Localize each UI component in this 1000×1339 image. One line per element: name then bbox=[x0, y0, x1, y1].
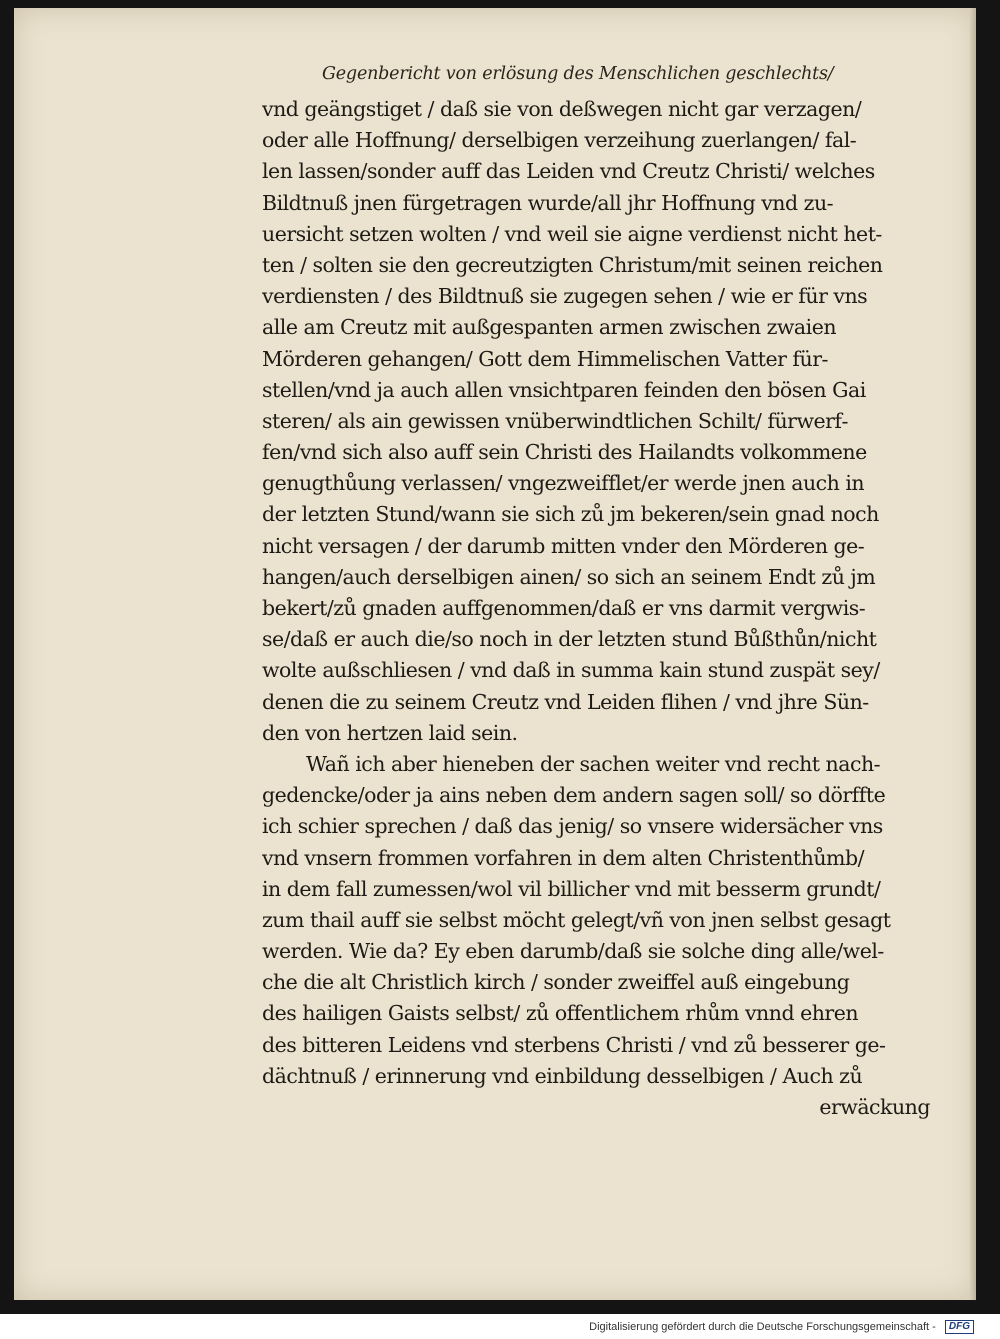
text-line: zum thail auff sie selbst möcht gelegt/vñ von jnen selbst gesagt bbox=[262, 907, 891, 932]
text-line: dächtnuß / erinnerung vnd einbildung desselbigen / Auch zů bbox=[262, 1063, 863, 1088]
text-line: che die alt Christlich kirch / sonder zweiffel auß eingebung bbox=[262, 970, 850, 995]
text-line: Mörderen gehangen/ Gott dem Himmelischen Vatter für‑ bbox=[262, 346, 828, 371]
text-line: ich schier sprechen / daß das jenig/ so vnsere widersächer vns bbox=[262, 814, 883, 839]
text-line: oder alle Hoffnung/ derselbigen verzeihung zuerlangen/ fal‑ bbox=[262, 128, 857, 153]
body-text bbox=[262, 94, 950, 1123]
text-line: vnd vnsern frommen vorfahren in dem alten Christenthůmb/ bbox=[262, 845, 865, 870]
text-line: se/daß er auch die/so noch in der letzten stund Bůßthůn/nicht bbox=[262, 627, 877, 652]
text-line: genugthůung verlassen/ vngezweifflet/er werde jnen auch in bbox=[262, 471, 865, 496]
paragraph-start-line: Wañ ich aber hieneben der sachen weiter vnd recht nach‑ bbox=[306, 751, 881, 776]
text-line: nicht versagen / der darumb mitten vnder den Mörderen ge‑ bbox=[262, 533, 865, 558]
text-line: den von hertzen laid sein. bbox=[262, 720, 518, 745]
funding-footer bbox=[589, 1320, 974, 1334]
text-line: vnd geängstiget / daß sie von deßwegen nicht gar verzagen/ bbox=[262, 97, 862, 121]
text-line: des hailigen Gaists selbst/ zů offentlichem rhům vnnd ehren bbox=[262, 1001, 859, 1026]
text-line: hangen/auch derselbigen ainen/ so sich an seinem Endt zů jm bbox=[262, 564, 876, 589]
dfg-logo: DFG bbox=[945, 1320, 974, 1334]
text-line: alle am Creutz mit außgespanten armen zwischen zwaien bbox=[262, 315, 837, 340]
funding-note: Digitalisierung gefördert durch die Deutsche Forschungsgemeinschaft - bbox=[589, 1320, 936, 1333]
text-line: der letzten Stund/wann sie sich zů jm bekeren/sein gnad noch bbox=[262, 502, 879, 527]
text-line: in dem fall zumessen/wol vil billicher vnd mit besserm grundt/ bbox=[262, 876, 881, 901]
text-line: verdiensten / des Bildtnuß sie zugegen sehen / wie er für vns bbox=[262, 284, 868, 309]
running-head: Gegenbericht von erlösung des Menschlichen geschlechts/ bbox=[322, 64, 834, 84]
text-line: bekert/zů gnaden auffgenommen/daß er vns darmit vergwis‑ bbox=[262, 596, 866, 620]
text-line: wolte außschliesen / vnd daß in summa kain stund zuspät sey/ bbox=[262, 658, 880, 683]
text-line: len lassen/sonder auff das Leiden vnd Creutz Christi/ welches bbox=[262, 159, 875, 184]
text-line: des bitteren Leidens vnd sterbens Christi / vnd zů besserer ge‑ bbox=[262, 1032, 886, 1057]
text-line: werden. Wie da? Ey eben darumb/daß sie solche ding alle/wel‑ bbox=[262, 939, 884, 964]
catchword: erwäckung bbox=[819, 1095, 930, 1119]
text-line: gedencke/oder ja ains neben dem andern sagen soll/ so dörffte bbox=[262, 783, 886, 808]
text-line: uersicht setzen wolten / vnd weil sie aigne verdienst nicht het‑ bbox=[262, 221, 882, 246]
text-line: steren/ als ain gewissen vnüberwindtlichen Schilt/ fürwerf‑ bbox=[262, 408, 848, 433]
text-line: Bildtnuß jnen fürgetragen wurde/all jhr Hoffnung vnd zu‑ bbox=[262, 190, 834, 215]
text-line: fen/vnd sich also auff sein Christi des Hailandts volkommene bbox=[262, 440, 867, 465]
text-line: ten / solten sie den gecreutzigten Christum/mit seinen reichen bbox=[262, 252, 883, 277]
text-line: stellen/vnd ja auch allen vnsichtparen feinden den bösen Gai bbox=[262, 377, 866, 402]
text-line: denen die zu seinem Creutz vnd Leiden flihen / vnd jhre Sün‑ bbox=[262, 689, 869, 714]
